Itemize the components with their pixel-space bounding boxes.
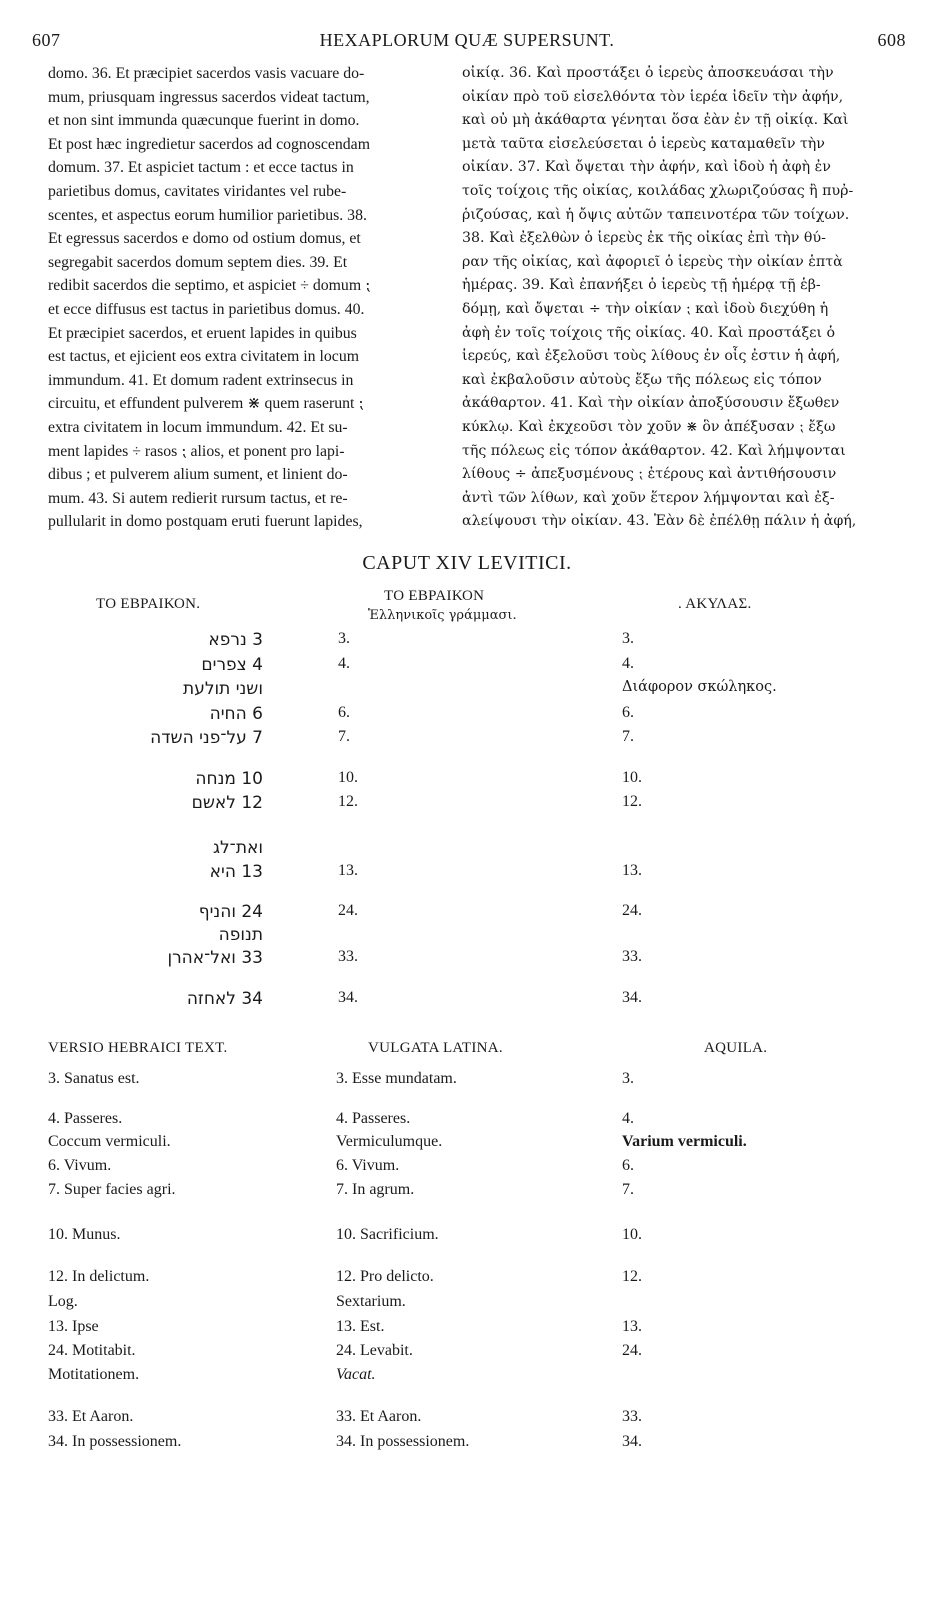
hebrew-cell: 24 והניף bbox=[198, 902, 263, 922]
table1-header-subtitle: Ἑλληνικοῖς γράμμασι. bbox=[368, 608, 517, 623]
number-cell: 24. bbox=[338, 902, 358, 919]
vulgata-cell: Vermiculumque. bbox=[336, 1133, 443, 1150]
latin-line: Et præcipiet sacerdos, et eruent lapides in quibus bbox=[48, 324, 357, 342]
greek-column bbox=[462, 62, 902, 534]
versio-cell: Coccum vermiculi. bbox=[48, 1133, 171, 1150]
hebrew-cell: ואת־לג bbox=[213, 838, 263, 858]
aquila-cell: 12. bbox=[622, 793, 642, 810]
greek-line: οἰκίαν. 37. Καὶ ὄψεται τὴν ἀφήν, καὶ ἰδοὺ ἡ ἀφὴ ἐν bbox=[462, 159, 831, 176]
page-number-left: 607 bbox=[32, 30, 61, 50]
hebrew-cell: 12 לאשם bbox=[191, 793, 263, 813]
aquila-cell: 6. bbox=[622, 1157, 634, 1174]
aquila-cell: 10. bbox=[622, 1226, 642, 1243]
number-cell: 4. bbox=[338, 655, 350, 672]
versio-cell: 34. In possessionem. bbox=[48, 1433, 182, 1450]
chapter-heading: CAPUT XIV LEVITICI. bbox=[362, 552, 572, 574]
aquila-cell: 24. bbox=[622, 1342, 642, 1359]
aquila-cell: 7. bbox=[622, 728, 634, 745]
aquila-cell: 33. bbox=[622, 948, 642, 965]
latin-line: mum, priusquam ingressus sacerdos videat tactum, bbox=[48, 88, 370, 106]
latin-line: pullularit in domo postquam eruti fuerunt lapides, bbox=[48, 513, 363, 531]
latin-line: et non sint immunda quæcunque fuerint in domo. bbox=[48, 112, 360, 130]
latin-line: parietibus domus, cavitates viridantes vel rube- bbox=[48, 182, 347, 200]
hebrew-cell: 34 לאחזה bbox=[186, 989, 263, 1009]
vulgata-cell: 33. Et Aaron. bbox=[336, 1408, 422, 1425]
greek-line: ἀντὶ τῶν λίθων, καὶ χοῦν ἕτερον λήμψονται καὶ ἐξ- bbox=[462, 489, 835, 506]
latin-line: domum. 37. Et aspiciet tactum : et ecce tactus in bbox=[48, 159, 354, 177]
vulgata-cell: 3. Esse mundatam. bbox=[336, 1070, 457, 1087]
hebrew-cell: 10 מנחה bbox=[195, 769, 263, 789]
table1-header-aquila: . ΑΚΥΛΑΣ. bbox=[678, 596, 752, 612]
vulgata-cell: 12. Pro delicto. bbox=[336, 1268, 434, 1285]
aquila-cell: 6. bbox=[622, 704, 634, 721]
aquila-cell: Varium vermiculi. bbox=[622, 1133, 747, 1150]
aquila-cell: 3. bbox=[622, 630, 634, 647]
versio-cell: Log. bbox=[48, 1293, 78, 1310]
greek-line: ραν τῆς οἰκίας, καὶ ἀφοριεῖ ὁ ἱερεὺς τὴν οἰκίαν ἑπτὰ bbox=[462, 253, 843, 270]
greek-line: καὶ οὐ μὴ ἀκάθαρτα γένηται ὅσα ἐὰν ἐν τῇ οἰκίᾳ. Καὶ bbox=[462, 112, 849, 129]
latin-line: circuitu, et effundent pulverem ⋇ quem raserunt ⁏ bbox=[48, 395, 364, 413]
hebrew-cell: תנופה bbox=[218, 925, 263, 945]
vulgata-cell: Sextarium. bbox=[336, 1293, 406, 1310]
greek-line: οἰκίᾳ. 36. Καὶ προστάξει ὁ ἱερεὺς ἀποσκευάσαι τὴν bbox=[462, 65, 834, 81]
table1-header-hebrew: ΤΟ ΕΒΡΑΙΚΟΝ. bbox=[96, 596, 201, 612]
vulgata-cell: 4. Passeres. bbox=[336, 1110, 411, 1127]
versio-cell: 7. Super facies agri. bbox=[48, 1181, 176, 1198]
number-cell: 10. bbox=[338, 769, 358, 786]
number-cell: 33. bbox=[338, 948, 358, 965]
hebrew-cell: 13 היא bbox=[209, 862, 263, 882]
greek-line: τῆς πόλεως εἰς τόπον ἀκάθαρτον. 42. Καὶ λήμψονται bbox=[462, 442, 846, 459]
greek-line: ἀφὴ ἐν τοῖς τοίχοις τῆς οἰκίας. 40. Καὶ προστάξει ὁ bbox=[462, 324, 836, 341]
latin-line: Et post hæc ingredietur sacerdos ad cognoscendam bbox=[48, 135, 370, 153]
number-cell: 13. bbox=[338, 862, 358, 879]
vulgata-cell: Vacat. bbox=[336, 1366, 376, 1383]
greek-line: οἰκίαν πρὸ τοῦ εἰσελθόντα τὸν ἱερέα ἰδεῖν τὴν ἀφήν, bbox=[462, 88, 844, 105]
aquila-cell: 3. bbox=[622, 1070, 634, 1087]
aquila-cell: 4. bbox=[622, 1110, 634, 1127]
latin-line: domo. 36. Et præcipiet sacerdos vasis vacuare do- bbox=[48, 65, 365, 82]
vulgata-cell: 24. Levabit. bbox=[336, 1342, 413, 1359]
latin-line: redibit sacerdos die septimo, et aspiciet ÷ domum ⁏ bbox=[48, 277, 371, 295]
hebrew-cell: ושני תולעת bbox=[183, 679, 263, 699]
aquila-cell: 7. bbox=[622, 1181, 634, 1198]
number-cell: 34. bbox=[338, 989, 358, 1006]
page-number-right: 608 bbox=[877, 30, 906, 50]
vulgata-cell: 6. Vivum. bbox=[336, 1157, 400, 1174]
aquila-cell: 12. bbox=[622, 1268, 642, 1285]
aquila-cell: 34. bbox=[622, 989, 642, 1006]
aquila-cell: 34. bbox=[622, 1433, 642, 1450]
latin-line: mum. 43. Si autem redierit rursum tactus, et re- bbox=[48, 489, 348, 507]
latin-line: extra civitatem in locum immundum. 42. Et su- bbox=[48, 418, 348, 436]
greek-line: μετὰ ταῦτα εἰσελεύσεται ὁ ἱερεὺς καταμαθεῖν τὴν bbox=[462, 135, 825, 152]
hebrew-cell: 6 החיה bbox=[209, 704, 263, 724]
greek-line: ἀκάθαρτον. 41. Καὶ τὴν οἰκίαν ἀποξύσουσιν ἔξωθεν bbox=[462, 395, 840, 412]
versio-cell: 4. Passeres. bbox=[48, 1110, 123, 1127]
table2-header-aquila: AQUILA. bbox=[704, 1040, 768, 1056]
aquila-cell: 13. bbox=[622, 862, 642, 879]
versio-cell: 10. Munus. bbox=[48, 1226, 121, 1243]
versio-cell: 12. In delictum. bbox=[48, 1268, 150, 1285]
versio-cell: 6. Vivum. bbox=[48, 1157, 112, 1174]
table2-header-versio: VERSIO HEBRAICI TEXT. bbox=[48, 1040, 228, 1056]
vulgata-cell: 7. In agrum. bbox=[336, 1181, 415, 1198]
latin-line: immundum. 41. Et domum radent extrinsecus in bbox=[48, 371, 354, 389]
latin-line: est tactus, et ejicient eos extra civitatem in locum bbox=[48, 348, 360, 366]
aquila-cell: Διάφορον σκώληκος. bbox=[622, 679, 777, 695]
hebrew-cell: 33 ואל־אהרן bbox=[167, 948, 263, 968]
greek-line: δόμῃ, καὶ ὄψεται ÷ τὴν οἰκίαν ⁏ καὶ ἰδοὺ διεχύθη ἡ bbox=[462, 300, 829, 317]
latin-line: ment lapides ÷ rasos ⁏ alios, et ponent pro lapi- bbox=[48, 442, 345, 460]
number-cell: 12. bbox=[338, 793, 358, 810]
latin-line: scentes, et aspectus eorum humilior parietibus. 38. bbox=[48, 206, 367, 224]
number-cell: 7. bbox=[338, 728, 350, 745]
greek-line: ῥιζούσας, καὶ ἡ ὄψις αὐτῶν ταπεινοτέρα τῶν τοίχων. bbox=[462, 206, 850, 223]
hebrew-cell: 3 נרפא bbox=[208, 630, 263, 650]
greek-line: ἱερεύς, καὶ ἐξελοῦσι τοὺς λίθους ἐν οἷς ἐστιν ἡ ἀφή, bbox=[462, 348, 841, 365]
hebrew-cell: 4 צפרים bbox=[201, 655, 263, 675]
latin-line: Et egressus sacerdos e domo od ostium domus, et bbox=[48, 230, 361, 248]
vulgata-cell: 10. Sacrificium. bbox=[336, 1226, 439, 1243]
aquila-cell: 24. bbox=[622, 902, 642, 919]
greek-line: καὶ ἐκβαλοῦσιν αὐτοὺς ἔξω τῆς πόλεως εἰς τόπον bbox=[462, 371, 822, 388]
versio-cell: 24. Motitabit. bbox=[48, 1342, 136, 1359]
greek-line: ἡμέρας. 39. Καὶ ἐπανήξει ὁ ἱερεὺς τῇ ἡμέρᾳ τῇ ἑβ- bbox=[462, 277, 821, 294]
greek-line: τοῖς τοίχοις τῆς οἰκίας, κοιλάδας χλωριζούσας ἢ πυῤ- bbox=[462, 182, 854, 199]
greek-line: λίθους ÷ ἀπεξυσμένους ⁏ ἑτέρους καὶ ἀντιθήσουσιν bbox=[462, 466, 837, 483]
latin-line: dibus ; et pulverem alium sument, et linient do- bbox=[48, 466, 348, 484]
latin-line: segregabit sacerdos domum septem dies. 39. Et bbox=[48, 253, 348, 271]
versio-cell: 33. Et Aaron. bbox=[48, 1408, 134, 1425]
aquila-cell: 4. bbox=[622, 655, 634, 672]
aquila-cell: 10. bbox=[622, 769, 642, 786]
latin-line: et ecce diffusus est tactus in parietibus domus. 40. bbox=[48, 300, 365, 318]
greek-line: αλείψουσι τὴν οἰκίαν. 43. Ἐὰν δὲ ἐπέλθῃ πάλιν ἡ ἀφή, bbox=[462, 513, 857, 530]
vulgata-cell: 13. Est. bbox=[336, 1318, 385, 1335]
greek-line: 38. Καὶ ἐξελθὼν ὁ ἱερεὺς ἐκ τῆς οἰκίας ἐπὶ τὴν θύ- bbox=[462, 230, 826, 247]
versio-cell: 13. Ipse bbox=[48, 1318, 99, 1335]
running-title: HEXAPLORUM QUÆ SUPERSUNT. bbox=[319, 30, 615, 50]
vulgata-cell: 34. In possessionem. bbox=[336, 1433, 470, 1450]
table1-header-transliteration: ΤΟ ΕΒΡΑΙΚΟΝ bbox=[384, 588, 485, 604]
hebrew-cell: 7 על־פני השדה bbox=[150, 728, 263, 748]
number-cell: 6. bbox=[338, 704, 350, 721]
number-cell: 3. bbox=[338, 630, 350, 647]
versio-cell: Motitationem. bbox=[48, 1366, 140, 1383]
table2-header-vulgata: VULGATA LATINA. bbox=[368, 1040, 503, 1056]
versio-cell: 3. Sanatus est. bbox=[48, 1070, 140, 1087]
greek-line: κύκλῳ. Καὶ ἐκχεοῦσι τὸν χοῦν ⋇ ὃν ἀπέξυσαν ⁏ ἔξω bbox=[462, 418, 836, 435]
aquila-cell: 13. bbox=[622, 1318, 642, 1335]
aquila-cell: 33. bbox=[622, 1408, 642, 1425]
latin-column bbox=[48, 62, 448, 534]
